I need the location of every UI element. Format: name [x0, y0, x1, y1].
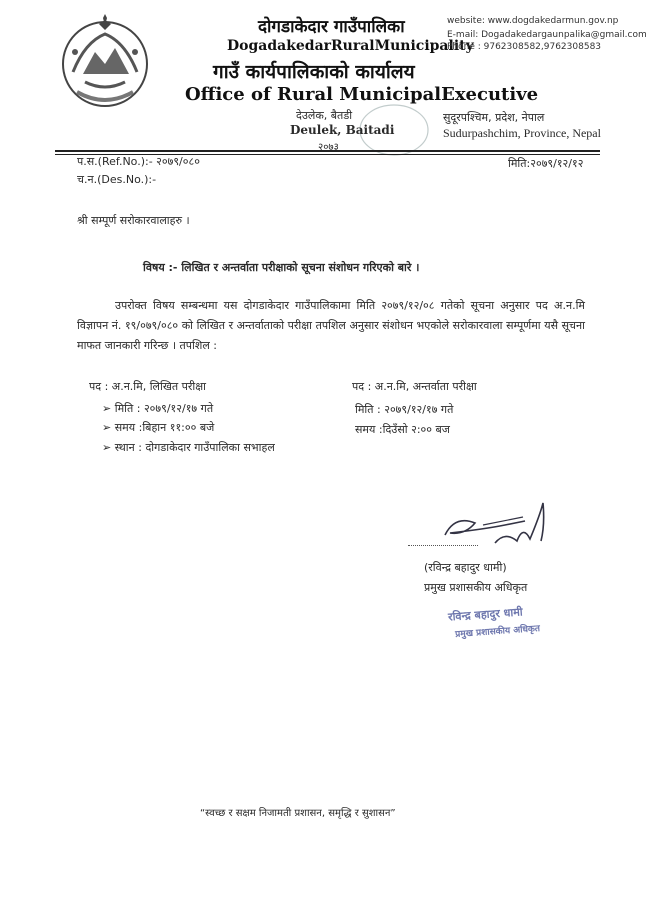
interview-date: मिति : २०७९/१२/१७ गते [355, 403, 454, 416]
arrow-bullet-icon: ➢ [102, 421, 115, 434]
interview-exam-heading: पद : अ.न.मि, अन्तर्वाता परीक्षा [352, 380, 477, 393]
municipality-name-nepali: दोगडाकेदार गाउँपालिका [258, 17, 405, 37]
signer-title: प्रमुख प्रशासकीय अधिकृत [424, 581, 528, 594]
written-exam-heading: पद : अ.न.मि, लिखित परीक्षा [89, 380, 206, 393]
established-year: २०७३ [318, 142, 339, 153]
signature-line [408, 545, 478, 546]
address-nepali-right: सुदूरपश्चिम, प्रदेश, नेपाल [443, 111, 545, 124]
seal-title-stamp: प्रमुख प्रशासकीय अधिकृत [454, 624, 541, 640]
arrow-bullet-icon: ➢ [102, 441, 115, 454]
written-exam-venue: ➢ स्थान : दोगडाकेदार गाउँपालिका सभाहल [102, 441, 275, 454]
letter-date: मिति:२०७९/१२/१२ [508, 157, 584, 170]
body-paragraph: उपरोक्त विषय सम्बन्धमा यस दोगडाकेदार गाउँपालिकामा मिति २०७९/१२/०८ गतेको सूचना अनुसार पद अ.न.मि विज्ञापन नं. १९/०७९/०८० को लिखित र अन्तर्वाताको परीक्षा तपशिल अनुसार संशोधन भएकोले सरोकारवाला सम्पूर्णमा यसै सूचना माफत जानकारी गरिन्छ । तपशिल : [77, 299, 585, 352]
footer-motto: “स्वच्छ र सक्षम निजामती प्रशासन, समृद्धि र सुशासन” [200, 808, 396, 819]
address-nepali-left: देउलेक, बैतडी [296, 109, 353, 122]
office-name-english: Office of Rural MunicipalExecutive [185, 84, 539, 105]
header-rule [55, 150, 600, 152]
subject-line: विषय :- लिखित र अन्तर्वाता परीक्षाको सूचना संशोधन गरिएको बारे । [143, 261, 420, 274]
seal-name-stamp: रविन्द्र बहादुर धामी [447, 605, 524, 624]
phone: Phone : 9762308582,9762308583 [447, 42, 602, 52]
address-english-right: Sudurpashchim, Province, Nepal [443, 126, 601, 140]
office-name-nepali: गाउँ कार्यपालिकाको कार्यालय [213, 61, 415, 83]
addressee: श्री सम्पूर्ण सरोकारवालाहरु । [77, 214, 190, 227]
municipality-name-english: DogadakedarRuralMunicipality [227, 38, 474, 54]
written-exam-date: ➢ मिति : २०७९/१२/१७ गते [102, 402, 214, 415]
nepal-emblem-logo [55, 12, 155, 112]
written-exam-time: ➢ समय :बिहान ११:०० बजे [102, 421, 215, 434]
dispatch-number: च.न.(Des.No.):- [77, 173, 157, 186]
handwritten-signature [405, 495, 565, 565]
email: E-mail: Dogadakedargaunpalika@gmail.com [447, 30, 647, 40]
address-english-left: Deulek, Baitadi [290, 123, 395, 137]
arrow-bullet-icon: ➢ [102, 402, 115, 415]
website: website: www.dogdakedarmun.gov.np [447, 16, 619, 26]
reference-number: प.स.(Ref.No.):- २०७९/०८० [77, 155, 200, 168]
signer-name: (रविन्द्र बहादुर धामी) [424, 561, 507, 574]
interview-time: समय :दिउँसो २:०० बज [355, 423, 450, 436]
